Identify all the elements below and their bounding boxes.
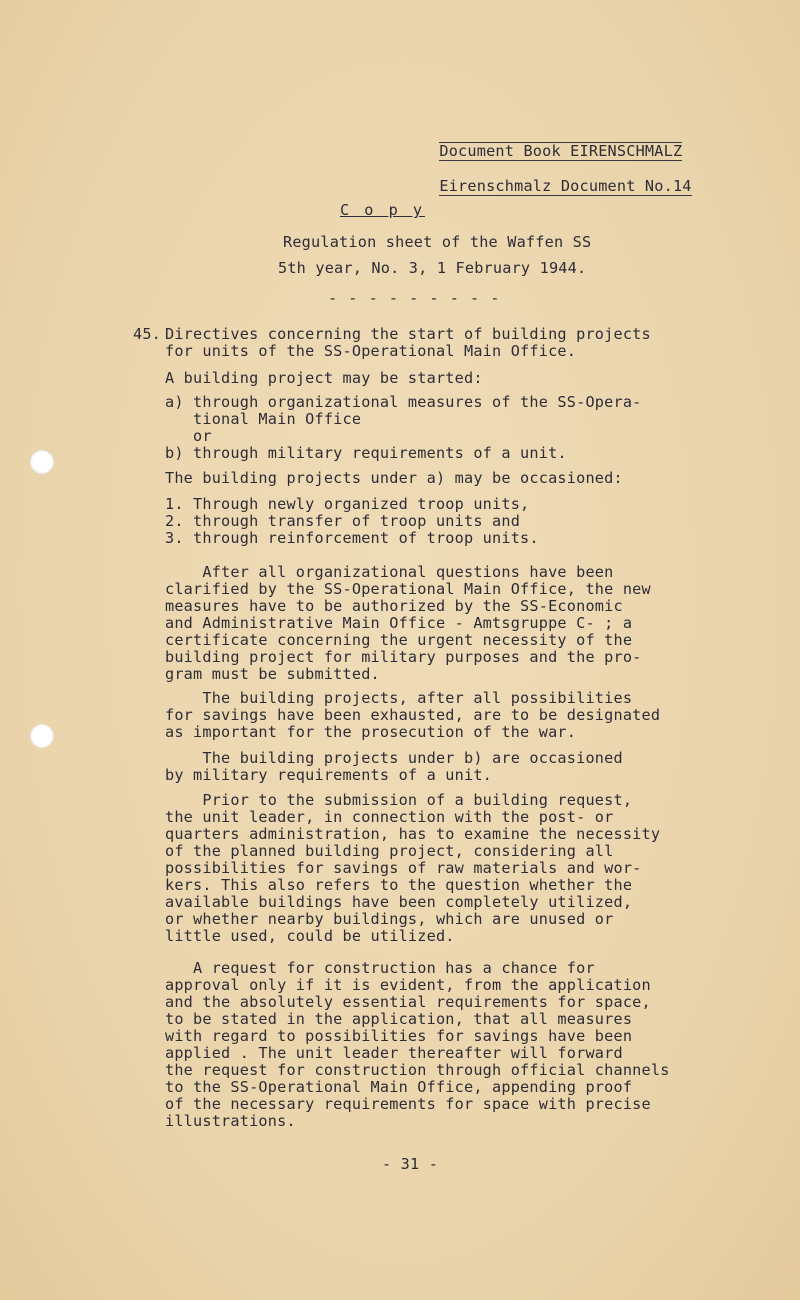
paragraph-2: The building projects, after all possibilities for savings have been exhausted, are to be designated as important for the prosecution of the war. [165, 689, 661, 741]
paragraph-5: A request for construction has a chance for approval only if it is evident, from the application and the absolutely essential requirements for space, to be stated in the application, that all measures with regard to possibilities for savings have been applied . The unit leader thereafter will forward the request for construction through official channels to the SS-Operational Main Office, appending proof of the necessary requirements for space with precise illustrations. [165, 959, 670, 1130]
regulation-line-1: Regulation sheet of the Waffen SS [283, 233, 592, 251]
section-number: 45. [133, 325, 162, 343]
page-number: - 31 - [382, 1155, 439, 1173]
punch-hole-bottom [30, 724, 54, 748]
options-list: a) through organizational measures of the SS-Opera- tional Main Office or b) through military requirements of a unit. [165, 393, 642, 462]
started-line: A building project may be started: [165, 369, 483, 387]
paragraph-1: After all organizational questions have been clarified by the SS-Operational Main Office, the new measures have to be authorized by the SS-Economic and Administrative Main Office - Amtsgruppe C- ; a certificate concerning the urgent necessity of the building project for military purposes and the pro- gram must be submitted. [165, 563, 651, 683]
regulation-line-2: 5th year, No. 3, 1 February 1944. [278, 259, 587, 277]
separator-dashes: - - - - - - - - - [328, 289, 501, 307]
occasioned-line: The building projects under a) may be occasioned: [165, 469, 623, 487]
punch-hole-top [30, 450, 54, 474]
paragraph-4: Prior to the submission of a building request, the unit leader, in connection with the post- or quarters administration, has to examine the necessity of the planned building project, considering all possibilities for savings of raw materials and wor- kers. This also refers to the question whether the available buildings have been completely utilized, or whether nearby buildings, which are unused or little used, could be utilized. [165, 791, 661, 945]
numbered-list: 1. Through newly organized troop units, 2. through transfer of troop units and 3. through reinforcement of troop units. [165, 495, 539, 547]
section-title: Directives concerning the start of building projects for units of the SS-Operational Main Office. [165, 325, 651, 360]
header-line-1: Document Book EIRENSCHMALZ [439, 142, 683, 160]
header-line-2: Eirenschmalz Document No.14 [439, 177, 692, 195]
paragraph-3: The building projects under b) are occasioned by military requirements of a unit. [165, 749, 623, 784]
document-header [402, 125, 692, 213]
copy-label: C o p y [340, 201, 426, 219]
